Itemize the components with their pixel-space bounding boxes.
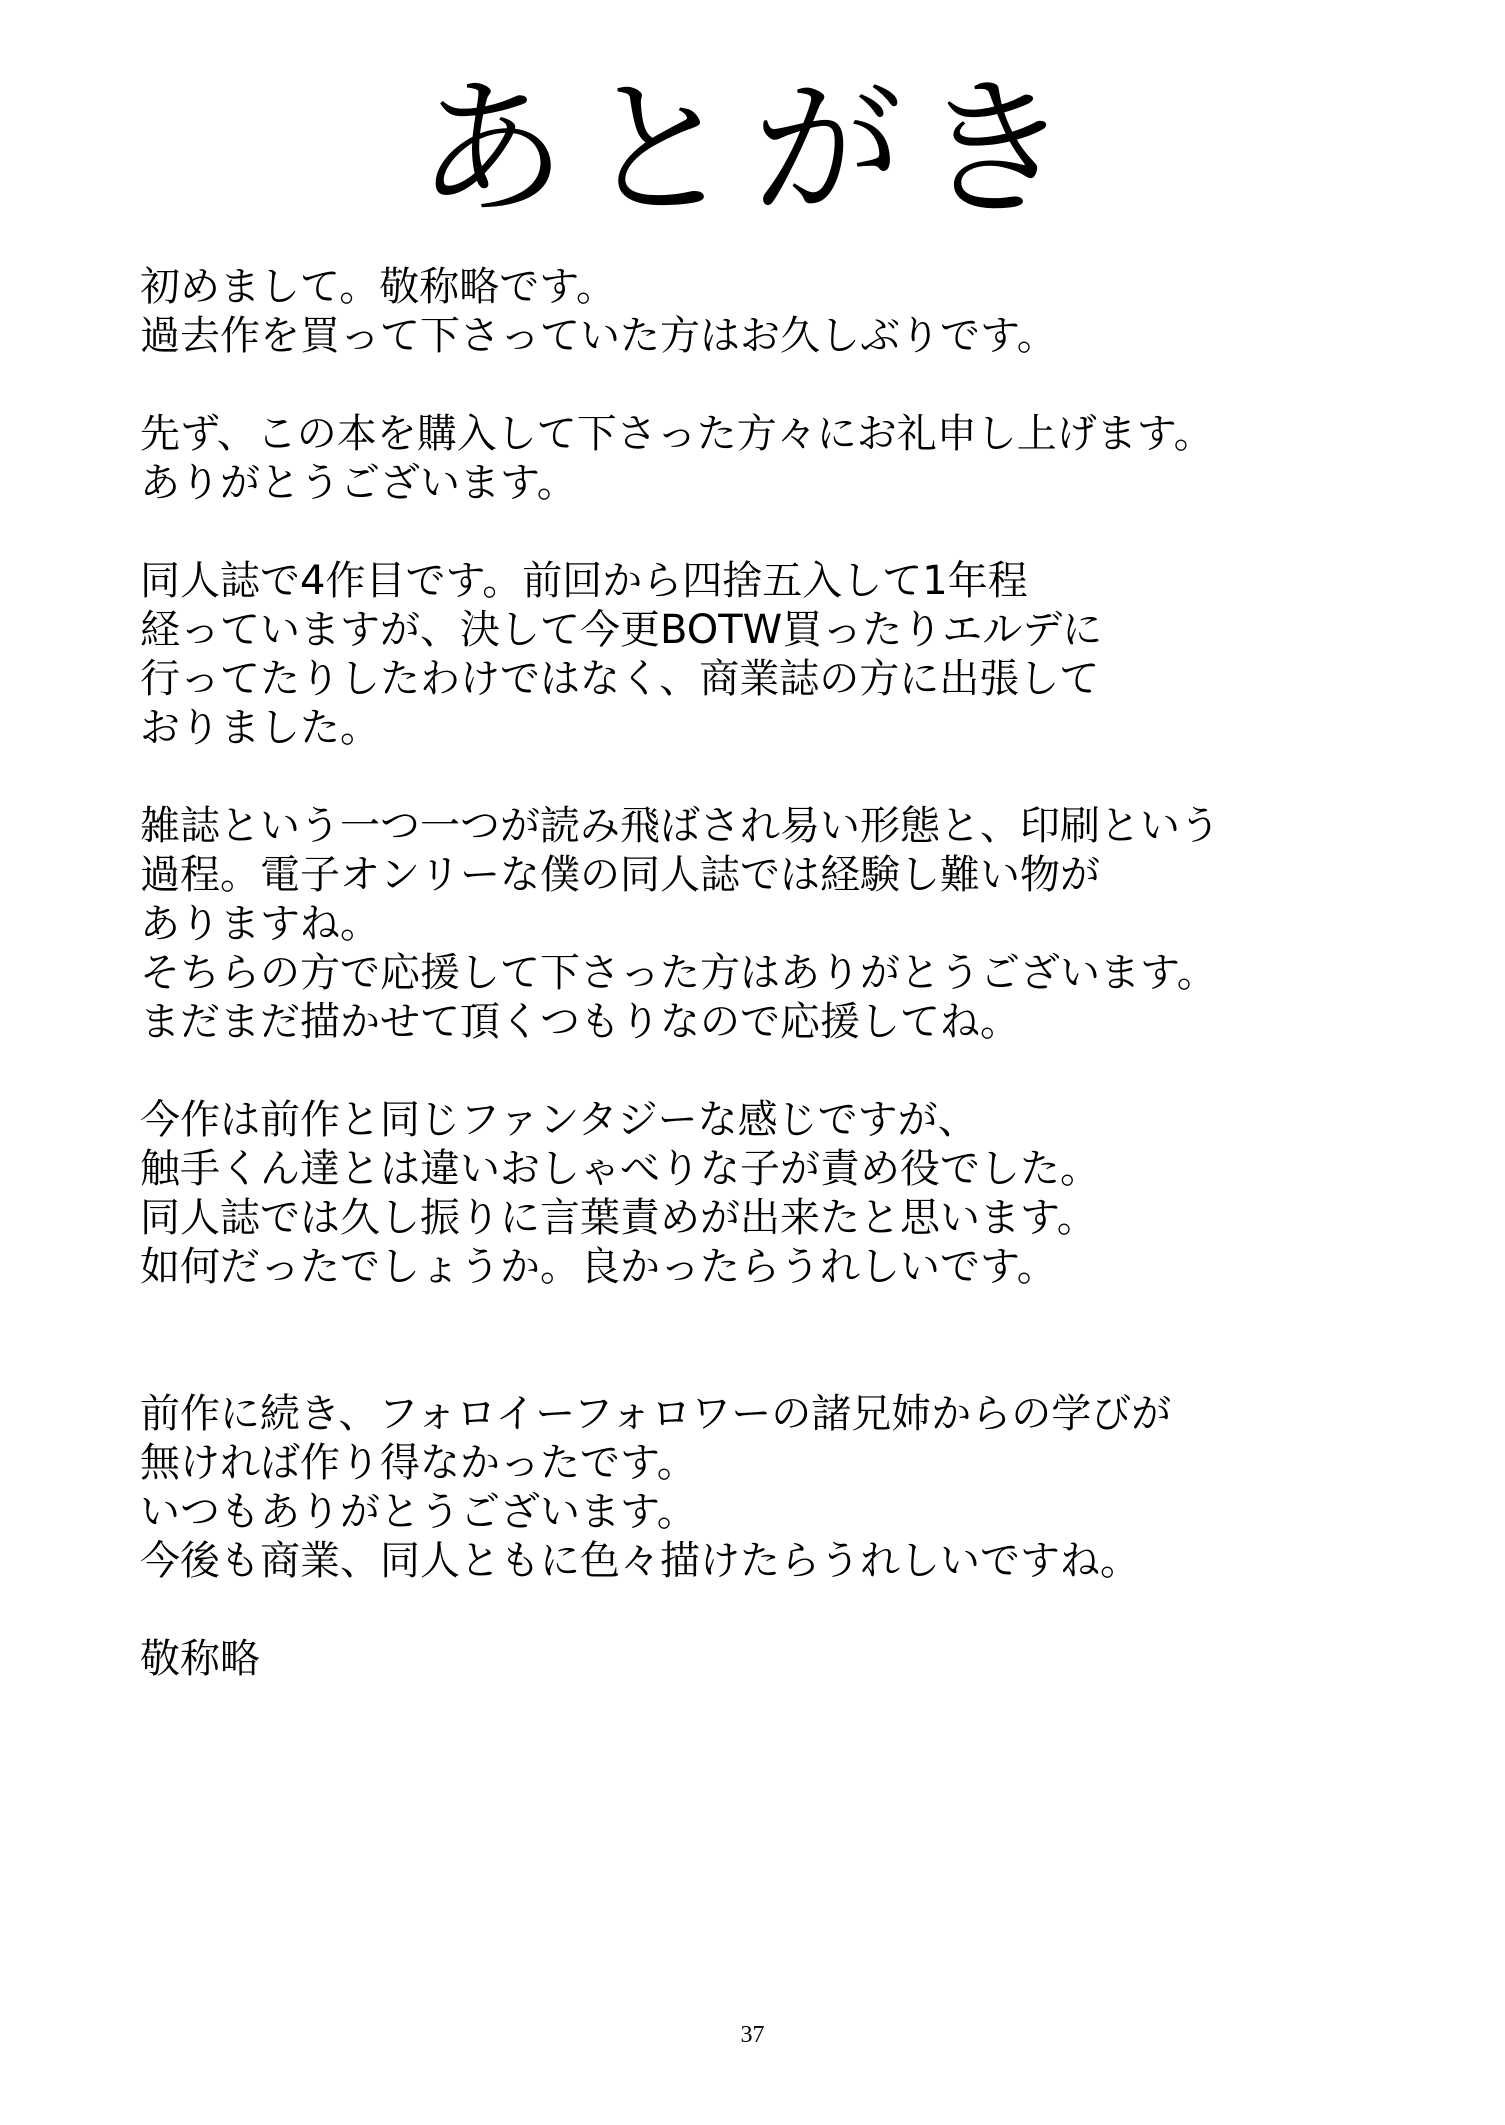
text-line: 今後も商業、同人ともに色々描けたらうれしいですね。 — [140, 1538, 1140, 1584]
paragraph-thanks — [140, 410, 1410, 508]
text-line: 過程。電子オンリーな僕の同人誌では経験し難い物が — [140, 852, 1100, 898]
text-line: 行ってたりしたわけではなく、商業誌の方に出張して — [140, 656, 1100, 702]
paragraph-greeting — [140, 263, 1410, 361]
author-signature: 敬称略 — [140, 1636, 260, 1682]
paragraph-acknowledgements — [140, 1390, 1410, 1586]
text-line: 雑誌という一つ一つが読み飛ばされ易い形態と、印刷という — [140, 803, 1220, 849]
afterword-body — [140, 263, 1410, 1684]
text-line: 同人誌では久し振りに言葉責めが出来たと思います。 — [140, 1195, 1097, 1241]
text-line: いつもありがとうございます。 — [140, 1489, 697, 1535]
text-line: 過去作を買って下さっていた方はお久しぶりです。 — [140, 313, 1057, 359]
paragraph-fourth-work — [140, 557, 1410, 753]
text-line: おりました。 — [140, 705, 380, 751]
text-line: ありますね。 — [140, 901, 380, 947]
text-line: 如何だったでしょうか。良かったらうれしいです。 — [140, 1244, 1057, 1290]
text-line: 同人誌で4作目です。前回から四捨五入して1年程 — [140, 558, 1028, 604]
text-line: 触手くん達とは違いおしゃべりな子が責め役でした。 — [140, 1146, 1100, 1192]
text-line: 初めまして。敬称略です。 — [140, 264, 616, 310]
text-line: 経っていますが、決して今更BOTW買ったりエルデに — [140, 607, 1103, 653]
text-line: まだまだ描かせて頂くつもりなので応援してね。 — [140, 999, 1020, 1045]
paragraph-magazine — [140, 802, 1410, 1047]
text-line: 前作に続き、フォロイーフォロワーの諸兄姉からの学びが — [140, 1391, 1172, 1437]
text-line: ありがとうございます。 — [140, 460, 577, 506]
text-line: そちらの方で応援して下さった方はありがとうございます。 — [140, 950, 1217, 996]
page-number: 37 — [740, 2022, 765, 2048]
paragraph-this-work — [140, 1096, 1410, 1292]
text-line: 今作は前作と同じファンタジーな感じですが、 — [140, 1097, 978, 1143]
text-line: 無ければ作り得なかったです。 — [140, 1440, 697, 1486]
page-title: あとがき — [416, 63, 1089, 237]
text-line: 先ず、この本を購入して下さった方々にお礼申し上げます。 — [140, 411, 1214, 457]
